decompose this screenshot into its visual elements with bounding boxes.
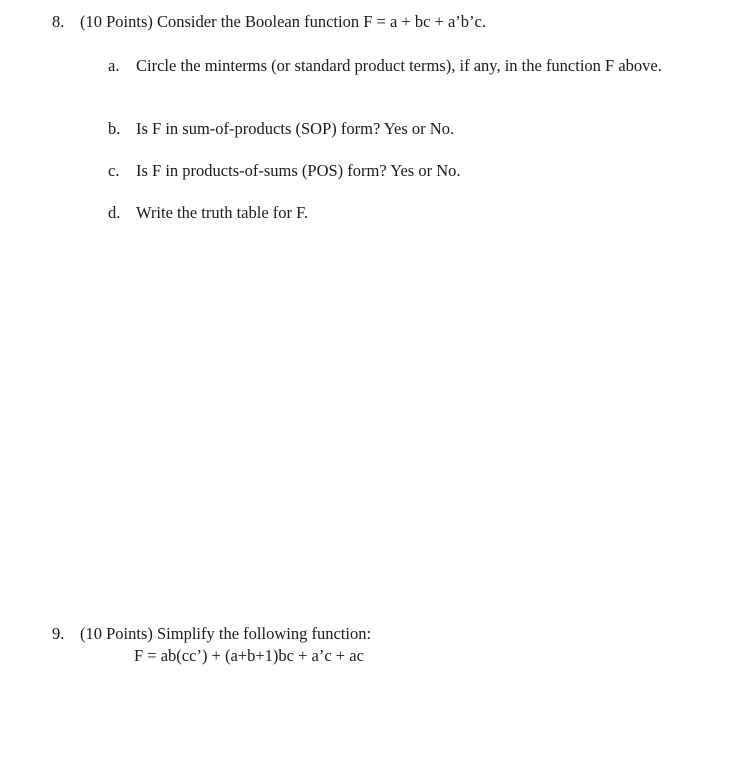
part-text: Is F in products-of-sums (POS) form? Yes or No.: [136, 161, 461, 180]
part-label: d.: [108, 203, 121, 222]
part-label: a.: [108, 56, 120, 75]
part-text: Write the truth table for F.: [136, 203, 309, 222]
question-number: 9.: [52, 624, 65, 643]
part-text: Circle the minterms (or standard product terms), if any, in the function F above.: [136, 56, 662, 75]
question-text: (10 Points) Consider the Boolean function F = a + bc + a’b’c.: [80, 12, 486, 31]
question-number: 8.: [52, 12, 65, 31]
part-label: b.: [108, 119, 121, 138]
part-label: c.: [108, 161, 120, 180]
question-text: (10 Points) Simplify the following function:: [80, 624, 372, 643]
part-text: Is F in sum-of-products (SOP) form? Yes or No.: [136, 119, 455, 138]
equation: F = ab(cc’) + (a+b+1)bc + a’c + ac: [134, 646, 364, 665]
